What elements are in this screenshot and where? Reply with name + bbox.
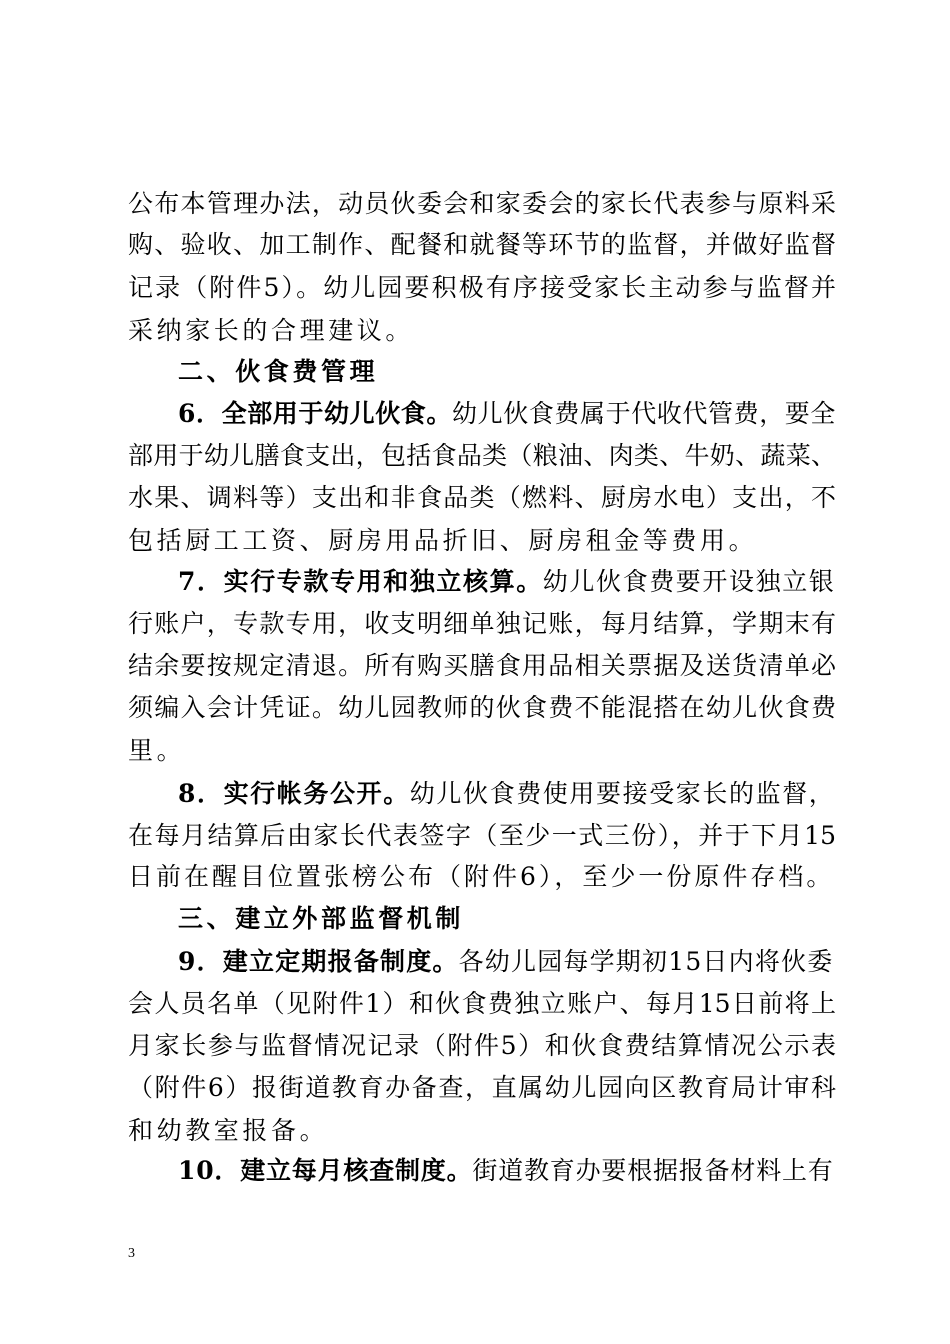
body-text-line: 会人员名单（见附件1）和伙食费独立账户、每月15日前将上 xyxy=(128,989,836,1018)
page-number: 3 xyxy=(128,1246,135,1261)
clause-title: 6．全部用于幼儿伙食。 xyxy=(178,399,452,428)
body-text-line: 记录（附件5）。幼儿园要积极有序接受家长主动参与监督并 xyxy=(128,273,836,302)
body-text-line: 在每月结算后由家长代表签字（至少一式三份），并于下月15 xyxy=(128,821,836,850)
body-text-line: 和幼教室报备。 xyxy=(128,1116,329,1145)
body-text-line: 采纳家长的合理建议。 xyxy=(128,316,415,345)
body-text-line: 日前在醒目位置张榜公布（附件6），至少一份原件存档。 xyxy=(128,862,835,891)
paragraph-first-line xyxy=(178,561,835,602)
clause-title: 10．建立每月核查制度。 xyxy=(178,1156,473,1185)
clause-title: 9．建立定期报备制度。 xyxy=(178,947,459,976)
body-text-line: （附件6）报街道教育办备查，直属幼儿园向区教育局计审科 xyxy=(128,1073,836,1102)
clause-text: 街道教育办要根据报备材料上有 xyxy=(472,1156,834,1185)
section-heading: 二、伙食费管理 xyxy=(178,357,379,386)
paragraph-first-line xyxy=(178,773,835,814)
clause-text: 幼儿伙食费要开设独立银 xyxy=(542,567,836,596)
clause-title: 7．实行专款专用和独立核算。 xyxy=(178,567,543,596)
body-text-line: 公布本管理办法，动员伙委会和家委会的家长代表参与原料采 xyxy=(128,189,836,218)
paragraph-first-line xyxy=(178,941,833,982)
body-text-line: 月家长参与监督情况记录（附件5）和伙食费结算情况公示表 xyxy=(128,1031,836,1060)
section-heading: 三、建立外部监督机制 xyxy=(178,904,465,933)
body-text-line: 水果、调料等）支出和非食品类（燃料、厨房水电）支出，不 xyxy=(128,483,836,512)
body-text-line: 购、验收、加工制作、配餐和就餐等环节的监督，并做好监督 xyxy=(128,230,836,259)
body-text-line: 须编入会计凭证。幼儿园教师的伙食费不能混搭在幼儿伙食费 xyxy=(128,693,836,722)
paragraph-first-line xyxy=(178,393,836,434)
clause-text: 各幼儿园每学期初15日内将伙委 xyxy=(458,947,834,976)
clause-text: 幼儿伙食费属于代收代管费，要全 xyxy=(452,399,837,428)
clause-text: 幼儿伙食费使用要接受家长的监督， xyxy=(409,779,836,808)
body-text-line: 结余要按规定清退。所有购买膳食用品相关票据及送货清单必 xyxy=(128,651,836,680)
body-text-line: 包括厨工工资、厨房用品折旧、厨房租金等费用。 xyxy=(128,526,758,555)
body-text-line: 部用于幼儿膳食支出，包括食品类（粮油、肉类、牛奶、蔬菜、 xyxy=(128,441,836,470)
body-text-line: 行账户，专款专用，收支明细单独记账，每月结算，学期末有 xyxy=(128,609,836,638)
clause-title: 8．实行帐务公开。 xyxy=(178,779,410,808)
body-text-line: 里。 xyxy=(128,736,186,765)
paragraph-first-line xyxy=(178,1150,834,1191)
